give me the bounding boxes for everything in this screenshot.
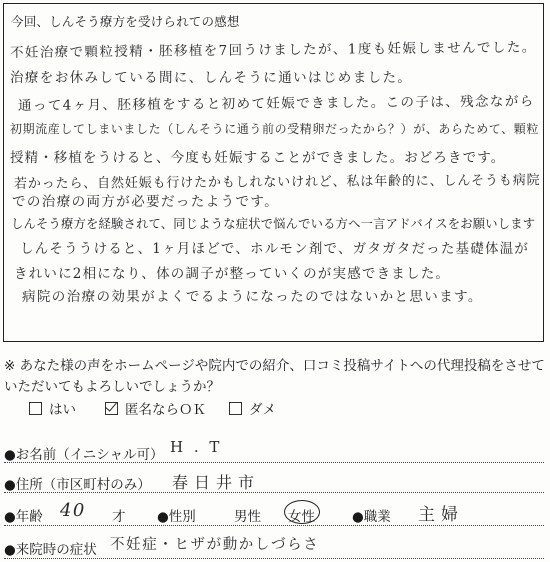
name-value: H . T: [170, 438, 223, 456]
address-label: ●住所（市区町村のみ）: [4, 477, 151, 493]
section1-line: での治療の両方が必要だったようです。: [12, 194, 280, 210]
name-label: ●お名前（イニシャル可）: [4, 447, 164, 463]
consent-question: ※ あなた様の声をホームページや院内での紹介、口コミ投稿サイトへの代理投稿をさせていただいてもよろしいでしょうか？: [4, 358, 545, 395]
symptom-value: 不妊症・ヒザが動かしづらさ: [110, 537, 320, 553]
name-underline: [4, 462, 544, 463]
section1-title: 今回、しんそう療方を受けられての感想: [11, 14, 240, 29]
consent-option-label: 匿名ならＯＫ: [125, 402, 206, 418]
section1-line: 治療をお休みしている間に、しんそうに通いはじめました。: [10, 70, 413, 86]
section2-line: きれいに2相になり、体の調子が整っていくのが実感できました。: [14, 266, 451, 282]
gender-male[interactable]: 男性: [234, 509, 261, 525]
gender-label: ●性別: [157, 509, 196, 525]
consent-option-label: ダメ: [249, 402, 276, 418]
consent-option-label: はい: [49, 402, 76, 418]
symptom-underline: [4, 558, 544, 559]
section2-line: しんそううけると、1ヶ月ほどで、ホルモン剤で、ガタガタだった基礎体温が: [20, 241, 530, 257]
job-label: ●職業: [352, 509, 391, 525]
address-underline: [4, 492, 544, 493]
age-unit: 才: [112, 509, 126, 525]
job-value: 主婦: [418, 505, 464, 525]
address-value: 春日井市: [172, 473, 261, 492]
section1-line: 授精・移植をうけると、今度も妊娠することができました。おどろきです。: [10, 150, 506, 166]
section1-line: 若かったら、自然妊娠も行けたかもしれないけれど、私は年齢的に、しんそうも病院: [13, 172, 541, 192]
consent-option-no[interactable]: [229, 398, 276, 418]
section1-line: 初期流産してしまいました（しんそうに通う前の受精卵だったから？）が、あらためて、顆粒: [10, 122, 539, 136]
symptom-label: ●来院時の症状: [4, 542, 97, 558]
age-row-underline: [4, 525, 544, 526]
gender-female[interactable]: 女性: [288, 509, 315, 525]
section1-line: 通って4ヶ月、胚移植をすると初めて妊娠できました。この子は、残念ながら: [17, 93, 535, 114]
checkbox-checked-icon[interactable]: [105, 402, 118, 415]
age-label: ●年齢: [4, 509, 43, 525]
checkbox-unchecked-icon[interactable]: [229, 402, 242, 415]
section2-line: 病院の治療の効果がよくでるようになったのではないかと思います。: [22, 289, 483, 305]
age-value: 40: [60, 500, 86, 521]
consent-option-yes[interactable]: [29, 398, 76, 418]
section2-title: しんそう療方を経験されて、同じような症状で悩んでいる方へ一言アドバイスをお願いします: [11, 217, 536, 231]
section1-line: 不妊治療で顆粒授精・胚移植を7回うけましたが、1度も妊娠しませんでした。: [9, 39, 537, 61]
consent-option-anonymous[interactable]: [105, 398, 206, 418]
checkbox-unchecked-icon[interactable]: [29, 402, 42, 415]
